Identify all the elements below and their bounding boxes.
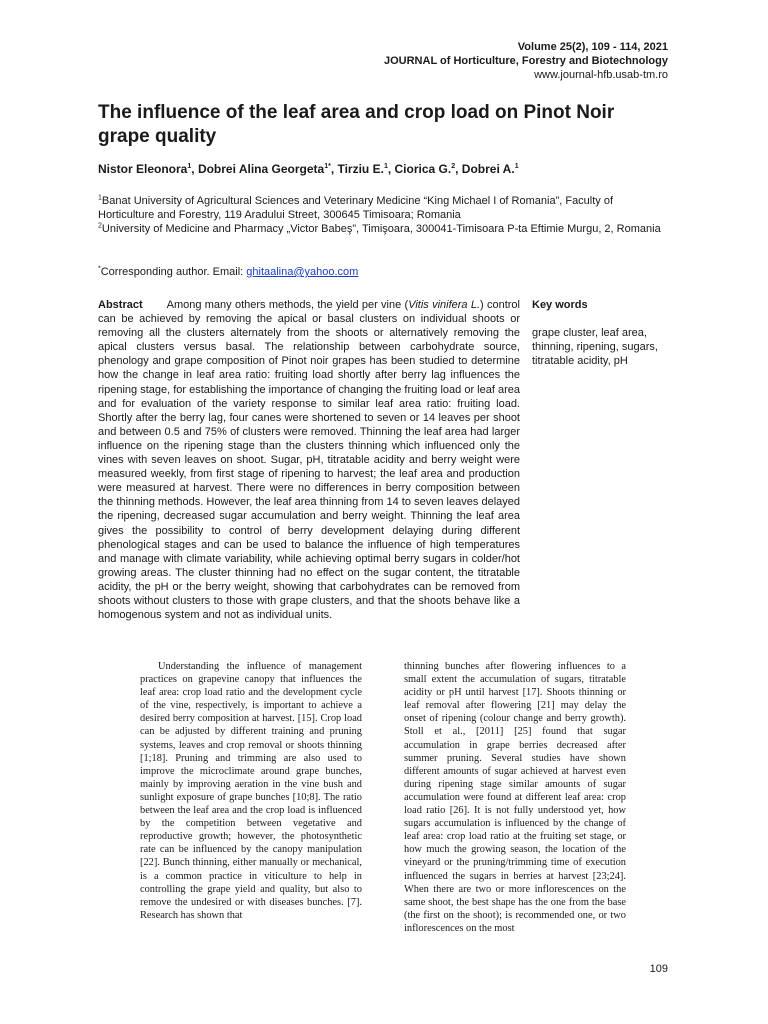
page-number: 109 xyxy=(649,963,668,975)
author-affiliation-mark: 1 xyxy=(187,163,192,170)
body-paragraph: thinning bunches after flowering influences to a small extent the accumulation of sugars, titratable acidity or pH until harvest [17]. Shoots thinning or leaf removal after flowering [21] may delay the onset of ripening (colour change and berry growth). Stoll et al., [2011] [25] found that sugar accumulation in grape berries decreased after summer pruning. Several studies have shown different amounts of sugar achieved at harvest even during ripening stage similar amounts of sugar accumulation were found at different leaf area: crop load ratio [26]. It is not fully understood yet, how sugars accumulation is influenced by the change of leaf area: crop load ratio at the fruiting set stage, or how much the growing season, the location of the vineyard or the pruning/trimming time of execution influenced the sugars in berries at harvest [23;24]. When there are two or more inflorescences on the same shoot, the best shape has the one from the base (the first on the shoot); is recommended one, or two inflorescences on the most xyxy=(404,661,626,934)
corresponding-mark: * xyxy=(98,265,101,273)
affiliation-text: Banat University of Agricultural Sciences and Veterinary Medicine “King Michael I of Romania”, Faculty of Horticulture and Forestry, 119 Aradului Street, 300645 Timisoara; Romania xyxy=(98,195,614,221)
affiliation-1 xyxy=(98,194,670,222)
corresponding-author xyxy=(98,266,358,278)
volume-info: Volume 25(2), 109 - 114, 2021 xyxy=(517,41,668,53)
keywords-section xyxy=(532,298,672,368)
author-name: Dobrei A. xyxy=(461,162,515,176)
journal-header xyxy=(384,40,668,82)
author-name: Tirziu E. xyxy=(337,162,384,176)
abstract-label: Abstract xyxy=(98,299,143,311)
body-paragraph: Understanding the influence of management practices on grapevine canopy that influences the leaf area: crop load ratio and the development cycle of the vine, respectively, is important to achieve a desired berry composition at harvest. [15]. Crop load can be adjusted by different training and pruning systems, leaves and crop removal or shoots thinning [1;18]. Pruning and trimming are also used to improve the microclimate around grape bunches, mainly by improving aeration in the vine bush and sunlight exposure of grape bunches [10;8]. The ratio between the leaf area and the crop load is influenced by the competition between vegetative and reproductive growth; however, the photosynthetic rate can be influenced by the canopy manipulation [22]. Bunch thinning, either manually or mechanical, is a common practice in viticulture to help in controlling the grape yield and quality, but also to remove the undesired or with diseases bunches. [7]. Research has shown that xyxy=(140,661,362,921)
abstract-text-start: Among many others methods, the yield per vine ( xyxy=(166,299,409,311)
keywords-heading: Key words xyxy=(532,299,588,311)
author-affiliation-mark: 1 xyxy=(383,163,388,170)
abstract xyxy=(98,298,520,622)
email-link[interactable]: ghitaalina@yahoo.com xyxy=(246,266,359,278)
species-name: Vitis vinifera L. xyxy=(408,299,481,311)
journal-website[interactable]: www.journal-hfb.usab-tm.ro xyxy=(534,69,668,81)
author-affiliation-mark: 2 xyxy=(451,163,456,170)
author-list: Nistor Eleonora$^1$, Dobrei Alina Georgeta$^{1*}$, Tirziu E.$^1$, Ciorica G.$^2$, Dobrei A.$^1$ xyxy=(98,162,519,176)
corresponding-label: Corresponding author. Email: xyxy=(100,266,247,278)
author-name: Dobrei Alina Georgeta xyxy=(197,162,325,176)
author-name: Ciorica G. xyxy=(394,162,452,176)
body-column-left xyxy=(140,660,362,922)
affiliation-mark: 1 xyxy=(98,194,102,202)
affiliation-text: University of Medicine and Pharmacy „Victor Babeş”, Timişoara, 300041-Timisoara P-ta Eftimie Murgu, 2, Romania xyxy=(101,223,661,235)
body-column-right xyxy=(404,660,626,935)
affiliation-2 xyxy=(98,222,670,236)
keywords-list: grape cluster, leaf area, thinning, ripening, sugars, titratable acidity, pH xyxy=(532,327,658,368)
author-name: Nistor Eleonora xyxy=(98,162,188,176)
journal-name: JOURNAL of Horticulture, Forestry and Biotechnology xyxy=(384,55,668,67)
author-affiliation-mark: 1 xyxy=(514,163,519,170)
abstract-text: ) control can be achieved by removing the apical or basal clusters on individual shoots or removing all the clusters alternately from the shoots or alternatively removing the apical clusters versus basal. The relationship between carbohydrate source, phenology and grape composition of Pinot noir grapes has been studied to determine how the change in leaf area ratio: fruiting load shortly after berry lag influences the ripening stage, for establishing the importance of changing the fruiting load or leaf area and for evaluation of the variety response to similar leaf area ratio: fruiting load. Shortly after the berry lag, four canes were shortened to seven or 14 leaves per shoot and between 0.5 and 75% of clusters were removed. Thinning the leaf area had larger influence on the ripening stage than the clusters thinning which influenced only the vines with seven leaves on shoot. Sugar, pH, titratable acidity and berry weight were measured weekly, from first stage of ripening to harvest; the leaf area and production were measured at harvest. There were no differences in berry composition between the thinning methods. However, the leaf area thinning from 14 to seven leaves delayed the ripening, decreased sugar accumulation and berry weight. Thinning the leaf area gives the possibility to control of berry development delaying during different phenological stages and can be used to balance the influence of high temperatures and manage with climate variability, while achieving optimal berry sugars in colder/hot growing areas. The cluster thinning had no effect on the sugar content, the titratable acidity, the pH or the berry weight, showing that carbohydrates can be removed from shoots without clusters to those with grape clusters, and that the shoots behave like a homogenous system and not as individual units. xyxy=(98,299,520,622)
paper-title: The influence of the leaf area and crop load on Pinot Noir grape quality xyxy=(98,102,615,147)
author-affiliation-mark: 1* xyxy=(324,163,331,170)
affiliation-mark: 2 xyxy=(98,222,102,230)
